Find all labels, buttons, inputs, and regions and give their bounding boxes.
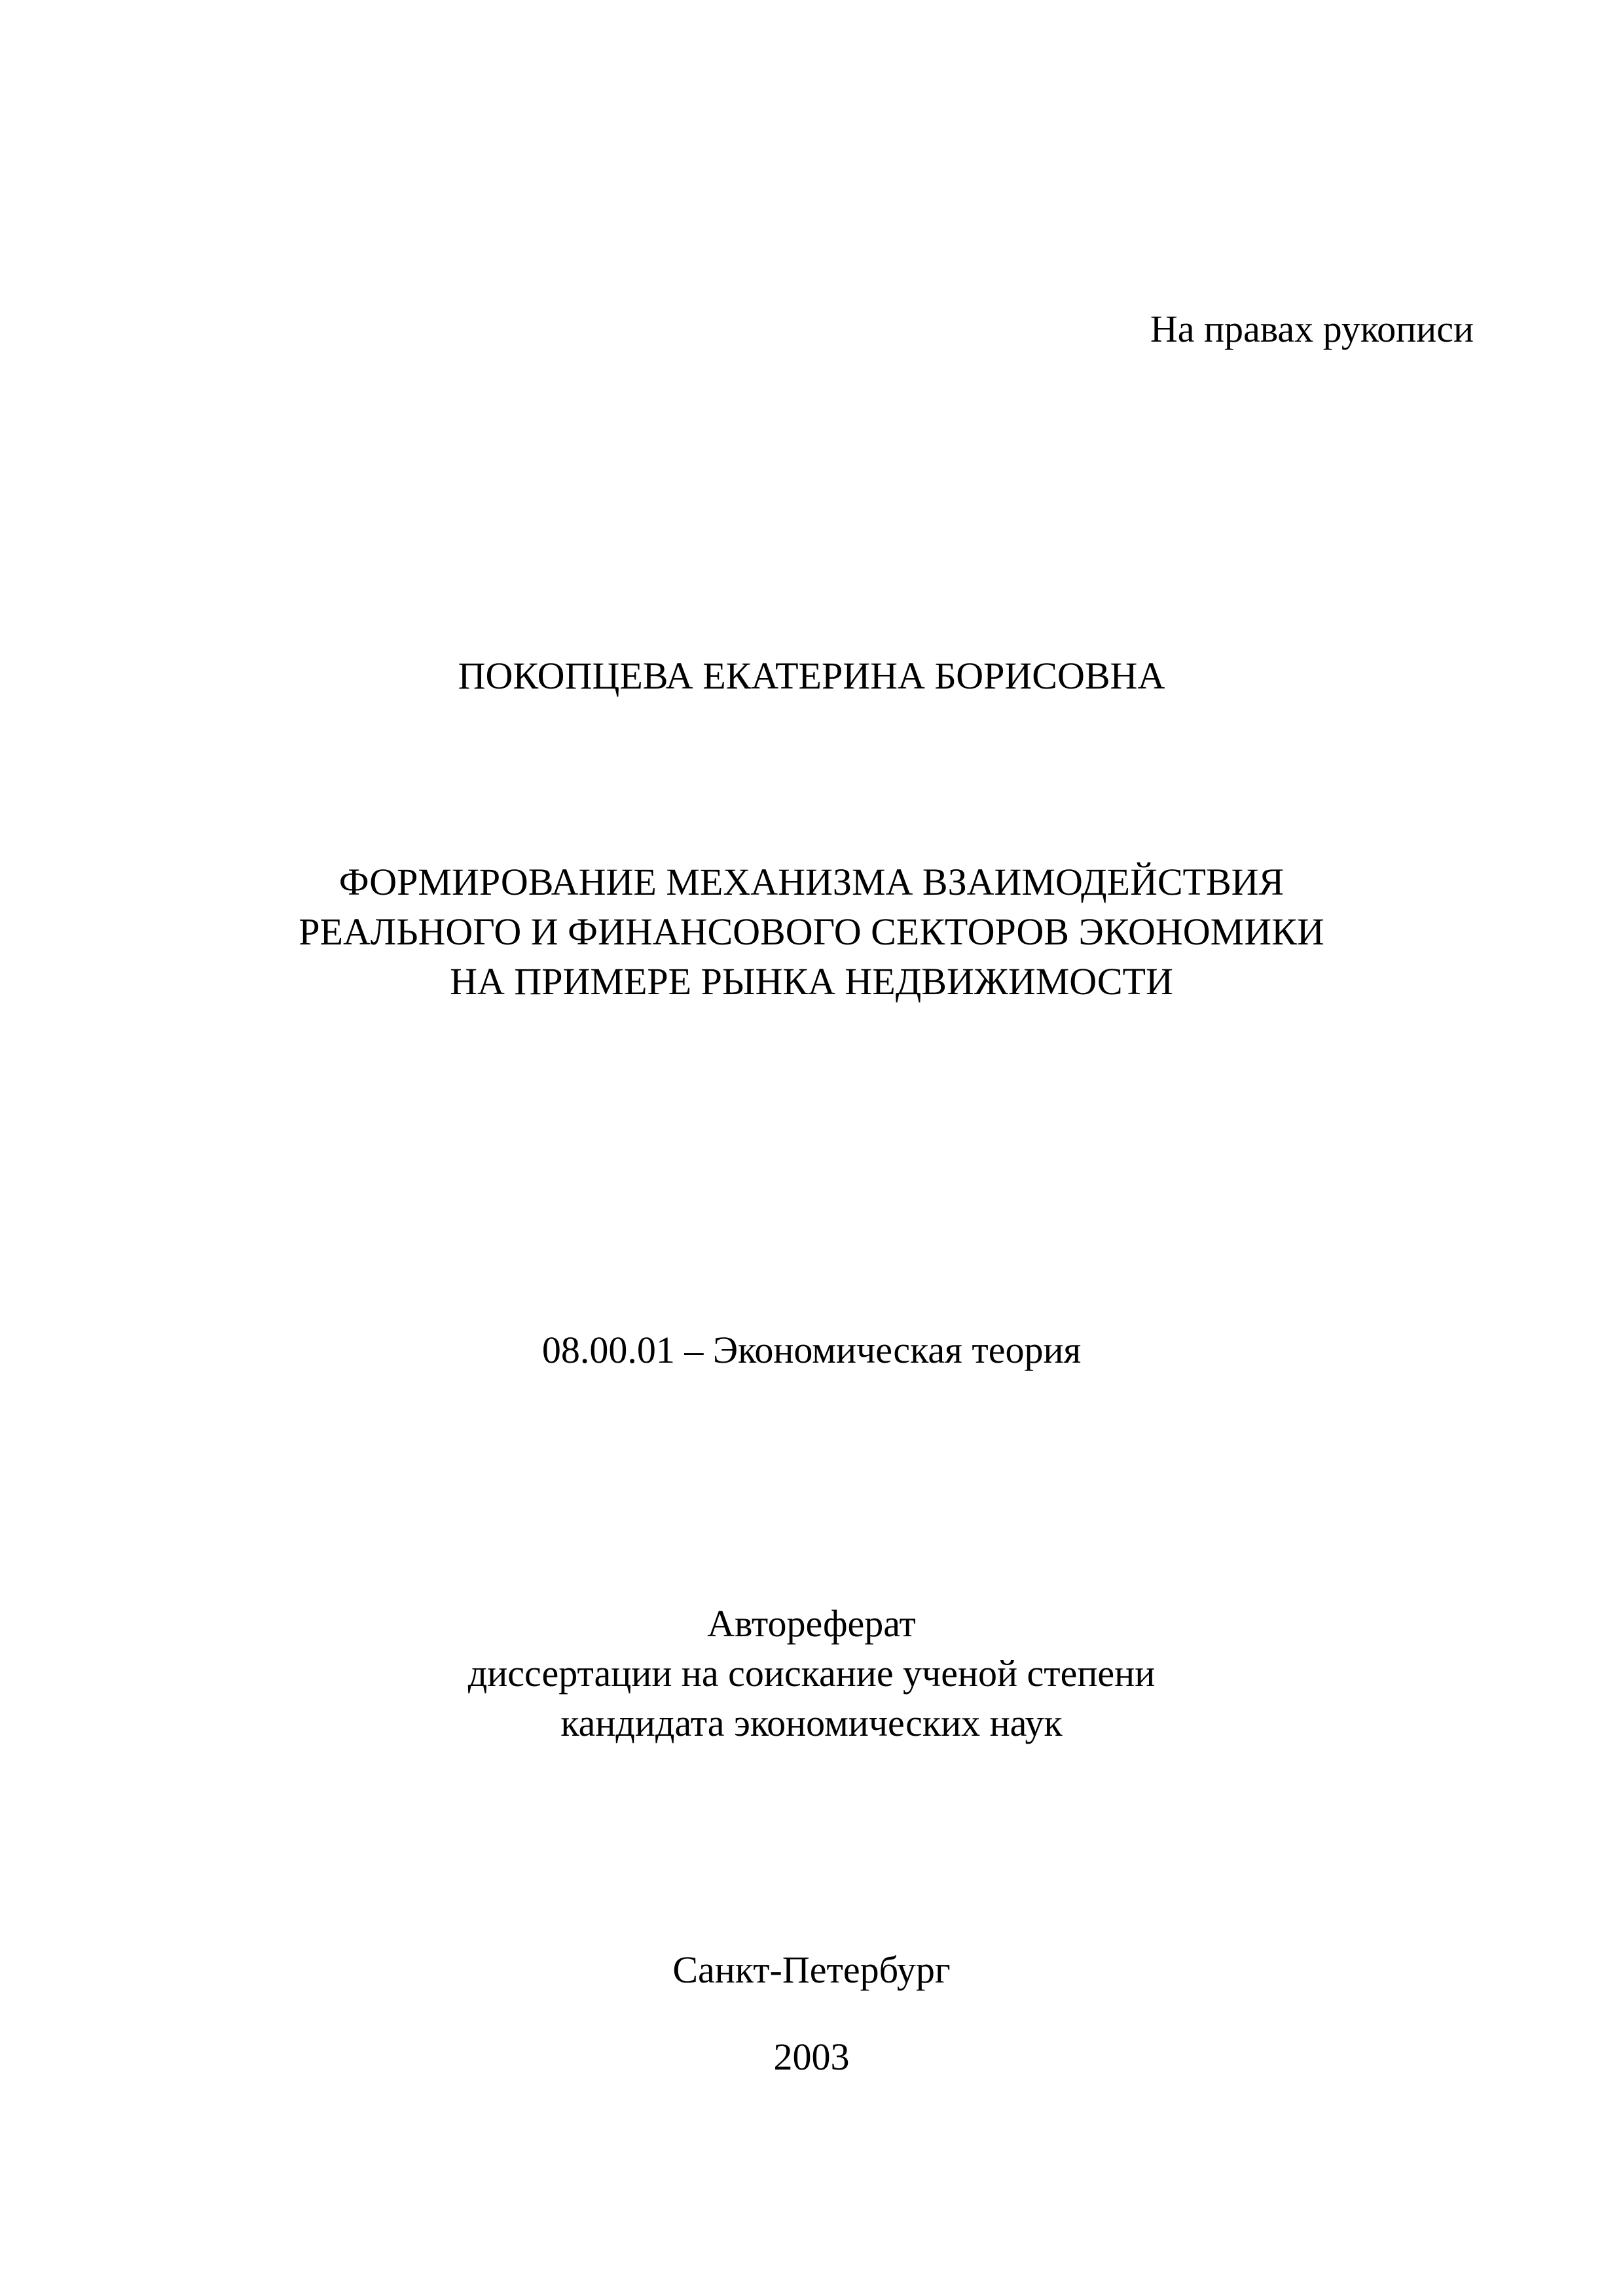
title-line-1: ФОРМИРОВАНИЕ МЕХАНИЗМА ВЗАИМОДЕЙСТВИЯ: [338, 861, 1285, 903]
manuscript-note: На правах рукописи: [1150, 308, 1474, 350]
abstract-line-3: кандидата экономических наук: [560, 1702, 1063, 1744]
author-name: ПОКОПЦЕВА ЕКАТЕРИНА БОРИСОВНА: [458, 655, 1165, 697]
abstract-line-2: диссертации на соискание ученой степени: [467, 1652, 1156, 1695]
abstract-description: [0, 1599, 1623, 1748]
dissertation-title: [0, 857, 1623, 1007]
title-line-2: РЕАЛЬНОГО И ФИНАНСОВОГО СЕКТОРОВ ЭКОНОМИКИ: [299, 910, 1324, 953]
specialty-code: 08.00.01 – Экономическая теория: [541, 1329, 1082, 1371]
title-line-3: НА ПРИМЕРЕ РЫНКА НЕДВИЖИМОСТИ: [450, 960, 1173, 1003]
year: 2003: [773, 2036, 850, 2078]
abstract-line-1: Автореферат: [707, 1602, 916, 1645]
city: Санкт-Петербург: [672, 1948, 951, 1991]
